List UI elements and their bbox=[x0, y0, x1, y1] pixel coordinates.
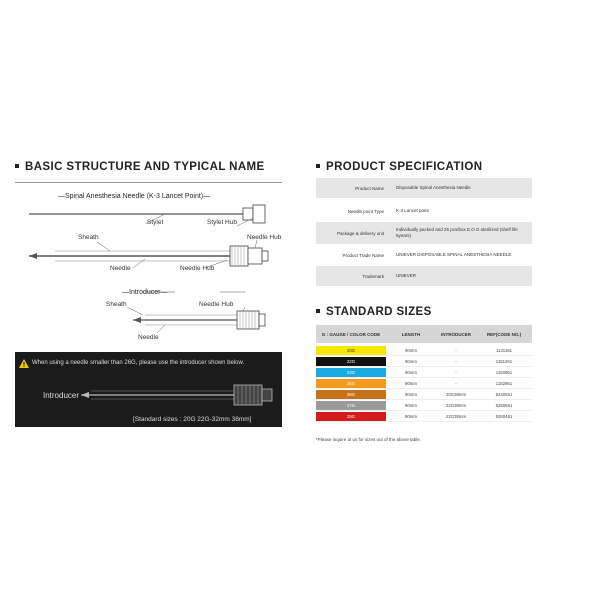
table-row bbox=[316, 357, 532, 367]
length-cell: 90mm bbox=[405, 348, 417, 353]
square-bullet-icon bbox=[15, 164, 19, 168]
gauge-cell bbox=[316, 346, 386, 355]
standard-sizes-title: STANDARD SIZES bbox=[316, 306, 432, 318]
ref-cell: 1182961 bbox=[495, 381, 513, 386]
ref-cell: 1151261 bbox=[495, 359, 513, 364]
introducer-cell: - bbox=[455, 359, 457, 364]
sheath-label: Sheath bbox=[78, 234, 99, 241]
sizes-table-header bbox=[316, 325, 532, 343]
introducer-cell: 22G38mm bbox=[445, 414, 467, 419]
col-header-length: LENGTH bbox=[401, 331, 421, 337]
introducer-needle-label: Needle bbox=[138, 334, 159, 341]
spec-row bbox=[316, 178, 532, 198]
spec-value: UNIEVER bbox=[396, 273, 417, 278]
gauge-cell bbox=[316, 357, 386, 366]
spec-key: Product Trade Name bbox=[342, 252, 384, 258]
introducer-cell: - bbox=[455, 370, 457, 375]
spec-key: Needle point Type bbox=[347, 208, 384, 214]
introducer-cell: - bbox=[455, 348, 457, 353]
spec-row bbox=[316, 201, 532, 221]
length-cell: 90mm bbox=[405, 414, 417, 419]
introducer-cell: - bbox=[455, 381, 457, 386]
spec-value: Disposable Spinal Anesthesia Needle bbox=[396, 185, 471, 190]
introducer-heading: —Introducer— bbox=[122, 289, 168, 296]
spec-value: K-3 Lancet point bbox=[396, 208, 429, 213]
needle-hub-label: Needle Hub bbox=[180, 265, 215, 272]
length-cell: 90mm bbox=[405, 370, 417, 375]
ref-cell: 5240561 bbox=[495, 392, 513, 397]
spec-key: Trademark bbox=[362, 273, 384, 279]
table-row bbox=[316, 368, 532, 378]
table-row bbox=[316, 390, 532, 400]
gauge-color-swatch: 22G bbox=[316, 357, 386, 366]
gauge-cell bbox=[316, 390, 386, 399]
spec-row bbox=[316, 266, 532, 286]
col-header-introducer: INTRODUCER bbox=[441, 331, 471, 337]
gauge-color-swatch: 25G bbox=[316, 379, 386, 388]
col-header-ref: REF(CODE NO.) bbox=[486, 331, 522, 337]
spec-row bbox=[316, 222, 532, 244]
spec-value: UNIEVER DISPOSABLE SPINAL ANESTHESIA NEEDLE bbox=[396, 252, 512, 257]
stylet-label: Stylet bbox=[147, 219, 164, 226]
col-header-gauge: G : GAUGE / COLOR CODE bbox=[321, 331, 381, 337]
gauge-color-swatch: 27G bbox=[316, 401, 386, 410]
gauge-cell bbox=[316, 368, 386, 377]
table-row bbox=[316, 401, 532, 411]
gauge-color-swatch: 26G bbox=[316, 390, 386, 399]
sizes-note: *Please inquire at us for sizes out of the above table. bbox=[316, 437, 422, 442]
standard-sizes-text: [Standard sizes : 20G 22G-32mm 38mm] bbox=[133, 416, 252, 423]
square-bullet-icon bbox=[316, 309, 320, 313]
introducer-sheath-label: Sheath bbox=[106, 301, 127, 308]
needle-hub-label-top: Needle Hub bbox=[247, 234, 282, 241]
table-row bbox=[316, 412, 532, 422]
gauge-color-swatch: 29G bbox=[316, 412, 386, 421]
warning-text: When using a needle smaller than 26G, please use the introducer shown below. bbox=[32, 360, 245, 366]
divider bbox=[15, 182, 282, 183]
ref-cell: 1131161 bbox=[495, 348, 513, 353]
product-spec-title: PRODUCT SPECIFICATION bbox=[316, 161, 482, 173]
basic-structure-title: BASIC STRUCTURE AND TYPICAL NAME bbox=[15, 161, 265, 173]
table-row bbox=[316, 379, 532, 389]
introducer-cell: 22G38mm bbox=[445, 403, 467, 408]
gauge-cell bbox=[316, 401, 386, 410]
length-cell: 90mm bbox=[405, 392, 417, 397]
introducer-cell: 20G38mm bbox=[445, 392, 467, 397]
length-cell: 90mm bbox=[405, 403, 417, 408]
gauge-cell bbox=[316, 379, 386, 388]
ref-cell: 5260461 bbox=[495, 414, 513, 419]
length-cell: 90mm bbox=[405, 381, 417, 386]
table-row bbox=[316, 346, 532, 356]
needle-label: Needle bbox=[110, 265, 131, 272]
ref-cell: 5250561 bbox=[495, 403, 513, 408]
spec-key: Product Name bbox=[355, 185, 384, 191]
square-bullet-icon bbox=[316, 164, 320, 168]
spec-key: Package & delivery unit bbox=[336, 230, 384, 236]
introducer-label: Introducer bbox=[43, 391, 80, 400]
introducer-needle-hub-label: Needle Hub bbox=[199, 301, 234, 308]
warning-icon bbox=[19, 359, 29, 368]
spec-value: Individually packed and 25 pcs/box E.O.G.sterilized (shelf life 5years) bbox=[396, 227, 518, 238]
stylet-hub-label: Stylet Hub bbox=[207, 219, 237, 226]
introducer-illustration bbox=[79, 380, 279, 410]
gauge-color-swatch: 23G bbox=[316, 368, 386, 377]
ref-cell: 1160961 bbox=[495, 370, 513, 375]
diagram-heading: —Spinal Anesthesia Needle (K-3 Lancet Point)— bbox=[58, 193, 211, 200]
gauge-cell bbox=[316, 412, 386, 421]
introducer-warning-panel bbox=[15, 352, 282, 427]
gauge-color-swatch: 20G bbox=[316, 346, 386, 355]
spec-row bbox=[316, 245, 532, 265]
length-cell: 90mm bbox=[405, 359, 417, 364]
